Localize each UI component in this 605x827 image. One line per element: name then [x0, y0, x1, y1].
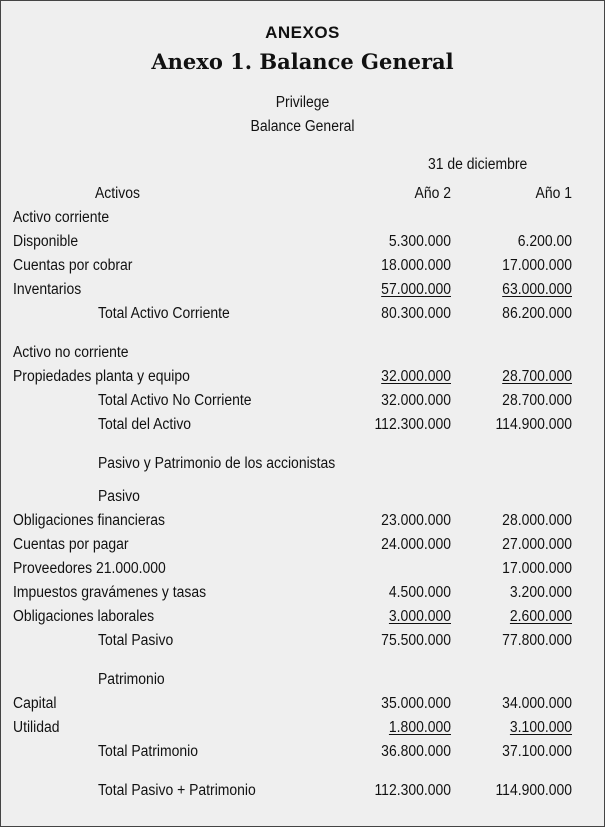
row-label: Inventarios	[13, 281, 82, 298]
value-year1: 37.100.000	[502, 743, 572, 760]
row-label: Cuentas por cobrar	[13, 257, 133, 274]
value-year1: 28.000.000	[502, 512, 572, 529]
table-row	[1, 257, 604, 279]
row-label: Patrimonio	[98, 671, 165, 688]
table-row	[1, 281, 604, 303]
section-label-row	[1, 671, 604, 693]
row-label: Obligaciones financieras	[13, 512, 165, 529]
row-label: Utilidad	[13, 719, 60, 736]
table-row	[1, 560, 604, 582]
table-row	[1, 233, 604, 255]
value-year2: 24.000.000	[381, 536, 451, 553]
section-label-row	[1, 344, 604, 366]
row-label: Pasivo y Patrimonio de los accionistas	[98, 455, 336, 472]
total-row	[1, 305, 604, 327]
value-year2: 57.000.000	[381, 281, 451, 298]
value-year2: 75.500.000	[381, 632, 451, 649]
value-year2: 36.800.000	[381, 743, 451, 760]
row-label: Total del Activo	[98, 416, 192, 433]
table-row	[1, 512, 604, 534]
value-year1: 63.000.000	[502, 281, 572, 298]
section-label-row	[1, 209, 604, 231]
value-year2: 1.800.000	[388, 719, 451, 736]
column-header-year1: Año 1	[535, 185, 572, 202]
value-year2: 5.300.000	[388, 233, 451, 250]
value-year1: 86.200.000	[502, 305, 572, 322]
row-label: Total Patrimonio	[98, 743, 199, 760]
total-row	[1, 743, 604, 765]
row-label: Total Pasivo + Patrimonio	[98, 782, 256, 799]
value-year1: 3.100.000	[509, 719, 572, 736]
row-label: Obligaciones laborales	[13, 608, 155, 625]
total-row	[1, 632, 604, 654]
row-label: Total Pasivo	[98, 632, 174, 649]
value-year2: 32.000.000	[381, 392, 451, 409]
annex-title: Anexo 1. Balance General	[151, 49, 454, 74]
value-year2: 3.000.000	[388, 608, 451, 625]
row-label: Proveedores 21.000.000	[13, 560, 166, 577]
company-name: Privilege	[275, 94, 330, 111]
row-label: Activo no corriente	[13, 344, 129, 361]
row-label: Total Activo Corriente	[98, 305, 230, 322]
row-label: Pasivo	[98, 488, 140, 505]
table-row	[1, 584, 604, 606]
value-year1: 77.800.000	[502, 632, 572, 649]
row-label: Disponible	[13, 233, 79, 250]
date-header: 31 de diciembre	[428, 156, 528, 173]
total-row	[1, 416, 604, 438]
section-label-row	[1, 488, 604, 510]
table-row	[1, 368, 604, 390]
value-year1: 3.200.000	[509, 584, 572, 601]
value-year1: 17.000.000	[502, 560, 572, 577]
value-year1: 28.700.000	[502, 368, 572, 385]
grand-total-row	[1, 782, 604, 804]
column-header-year2: Año 2	[414, 185, 451, 202]
statement-name: Balance General	[250, 118, 355, 135]
row-label: Propiedades planta y equipo	[13, 368, 190, 385]
table-row	[1, 719, 604, 741]
value-year1: 6.200.00	[517, 233, 572, 250]
total-row	[1, 392, 604, 414]
value-year1: 27.000.000	[502, 536, 572, 553]
table-row	[1, 695, 604, 717]
section-label-row	[1, 455, 604, 477]
value-year1: 34.000.000	[502, 695, 572, 712]
value-year2: 112.300.000	[374, 782, 451, 799]
row-label: Impuestos gravámenes y tasas	[13, 584, 207, 601]
value-year1: 17.000.000	[502, 257, 572, 274]
value-year1: 114.900.000	[495, 416, 572, 433]
table-row	[1, 608, 604, 630]
value-year2: 80.300.000	[381, 305, 451, 322]
value-year1: 114.900.000	[495, 782, 572, 799]
row-label: Cuentas por pagar	[13, 536, 129, 553]
table-row	[1, 536, 604, 558]
section-heading: ANEXOS	[265, 23, 340, 42]
value-year2: 23.000.000	[381, 512, 451, 529]
value-year2: 18.000.000	[381, 257, 451, 274]
value-year2: 112.300.000	[374, 416, 451, 433]
row-label: Total Activo No Corriente	[98, 392, 252, 409]
value-year2: 35.000.000	[381, 695, 451, 712]
value-year1: 2.600.000	[509, 608, 572, 625]
row-label: Capital	[13, 695, 57, 712]
row-label: Activo corriente	[13, 209, 110, 226]
value-year2: 4.500.000	[388, 584, 451, 601]
column-header-activos: Activos	[95, 185, 140, 202]
value-year1: 28.700.000	[502, 392, 572, 409]
value-year2: 32.000.000	[381, 368, 451, 385]
